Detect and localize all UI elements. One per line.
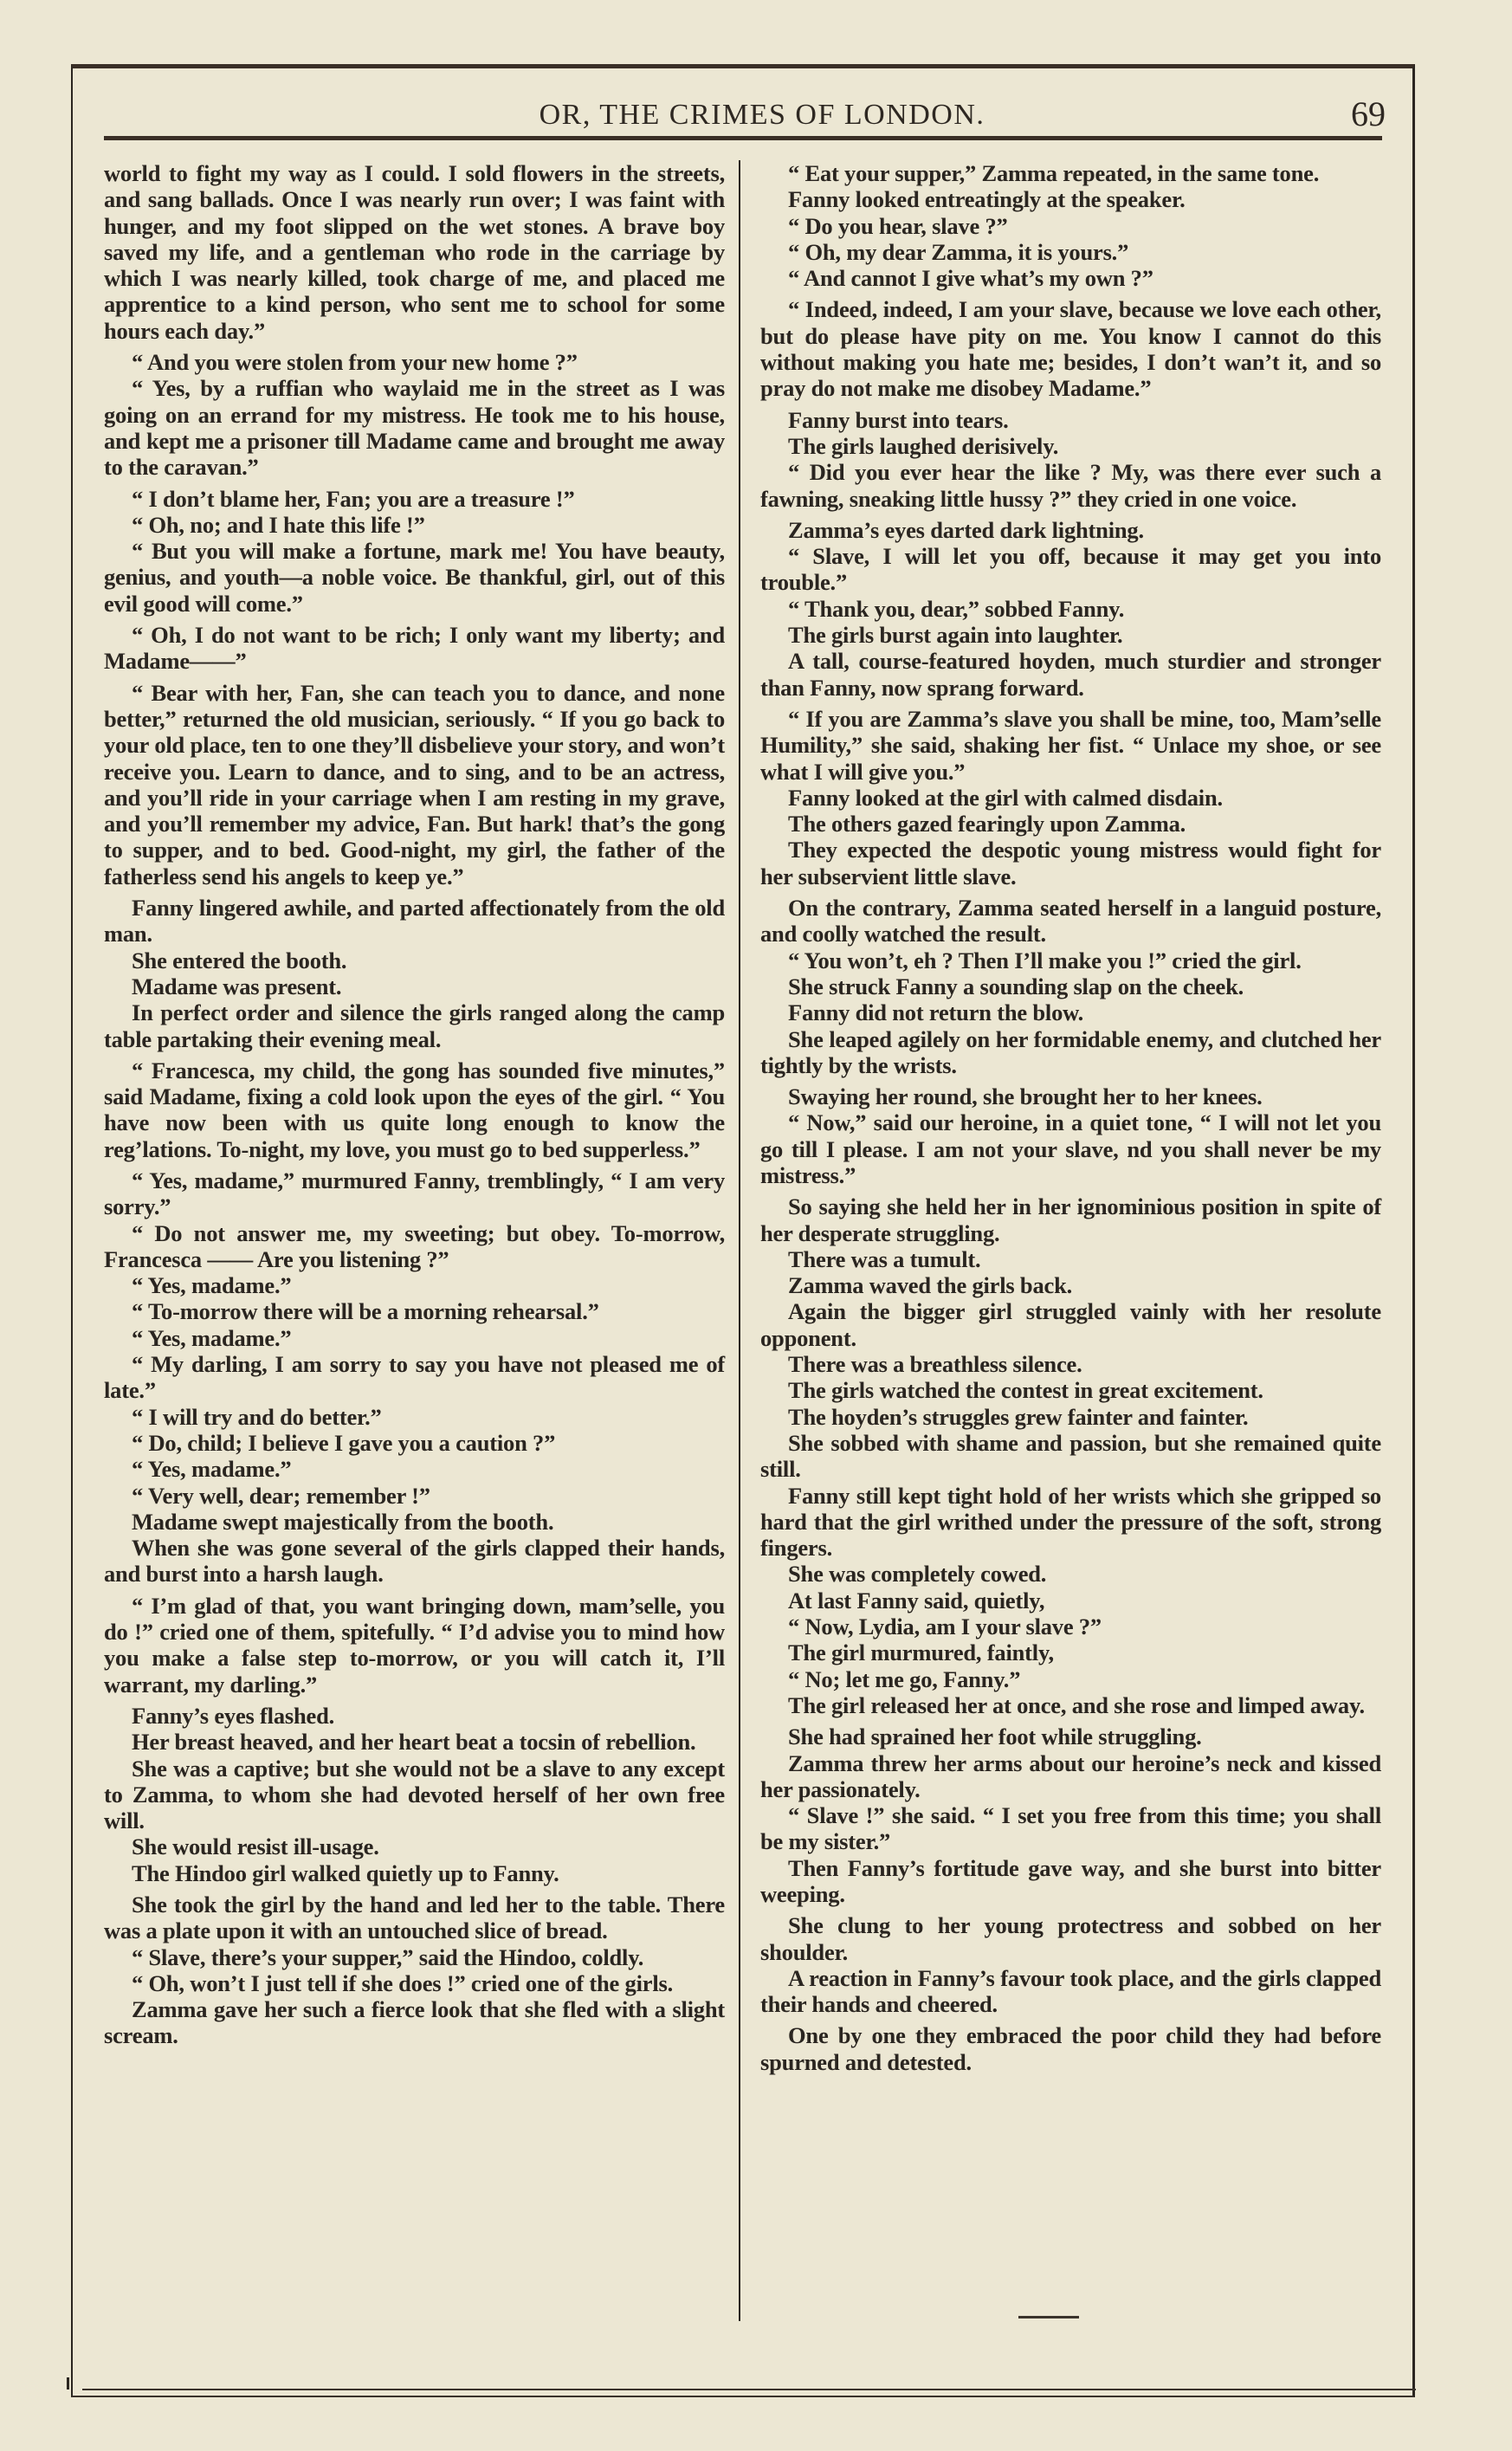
paragraph: Her breast heaved, and her heart beat a tocsin of rebellion. — [132, 1729, 696, 1756]
right-column — [760, 160, 1381, 2075]
paragraph: “ Do not answer me, my sweeting; but obey. To-morrow, Francesca —— Are you listening ?” — [104, 1219, 725, 1272]
paragraph: “ Oh, my dear Zamma, it is yours.” — [788, 238, 1129, 265]
paragraph: At last Fanny said, quietly, — [788, 1587, 1045, 1614]
paragraph: There was a breathless silence. — [788, 1351, 1082, 1378]
header-rule — [104, 136, 1382, 140]
paragraph: “ Do you hear, slave ?” — [788, 212, 1008, 239]
paragraph: A reaction in Fanny’s favour took place, and the girls clapped their hands and cheered. — [760, 1964, 1381, 2018]
paragraph: “ Slave, there’s your supper,” said the Hindoo, coldly. — [132, 1943, 644, 1970]
paragraph: Zamma waved the girls back. — [788, 1272, 1073, 1299]
paragraph: The girl murmured, faintly, — [788, 1639, 1054, 1666]
paragraph: “ Yes, madame,” murmured Fanny, tremblingly, “ I am very sorry.” — [104, 1167, 725, 1220]
paragraph: The girl released her at once, and she rose and limped away. — [788, 1691, 1365, 1718]
paragraph: Again the bigger girl struggled vainly with her resolute opponent. — [760, 1298, 1381, 1351]
paragraph: “ Now, Lydia, am I your slave ?” — [788, 1614, 1102, 1640]
paragraph: Then Fanny’s fortitude gave way, and she burst into bitter weeping. — [760, 1854, 1381, 1907]
paragraph: They expected the despotic young mistress would fight for her subservient little slave. — [760, 837, 1381, 889]
margin-mark — [67, 2377, 69, 2390]
paragraph: Fanny lingered awhile, and parted affectionately from the old man. — [104, 895, 725, 947]
paragraph: “ Oh, no; and I hate this life !” — [132, 511, 425, 538]
paragraph: “ To-morrow there will be a morning rehearsal.” — [132, 1298, 599, 1325]
paragraph: “ And cannot I give what’s my own ?” — [788, 265, 1153, 292]
paragraph: She leaped agilely on her formidable enemy, and clutched her tightly by the wrists. — [760, 1025, 1381, 1078]
paragraph: She entered the booth. — [132, 947, 347, 973]
paragraph: “ Now,” said our heroine, in a quiet tone, “ I will not let you go till I please. I am not your slave, nd you shall never be my mistress.” — [760, 1109, 1381, 1188]
paragraph: “ Very well, dear; remember !” — [132, 1482, 430, 1509]
paragraph: She was completely cowed. — [788, 1561, 1047, 1588]
paragraph: Fanny looked at the girl with calmed disdain. — [788, 784, 1223, 811]
paragraph: She would resist ill-usage. — [132, 1833, 379, 1860]
paragraph: “ Indeed, indeed, I am your slave, because we love each other, but do please have pity on me. You know I cannot do this without making you hate me; besides, I don’t wan’t it, and so pray do not make me disobey Madame.” — [760, 296, 1381, 402]
paragraph: Fanny still kept tight hold of her wrists which she gripped so hard that the girl writhed under the pressure of the soft, strong fingers. — [760, 1482, 1381, 1562]
paragraph: “ But you will make a fortune, mark me! You have beauty, genius, and youth—a noble voice. Be thankful, girl, out of this evil good will come.” — [104, 538, 725, 617]
paragraph: The girls watched the contest in great excitement. — [788, 1377, 1263, 1404]
paragraph: She clung to her young protectress and sobbed on her shoulder. — [760, 1912, 1381, 1965]
paragraph: “ Francesca, my child, the gong has sounded five minutes,” said Madame, fixing a cold look upon the eyes of the girl. “ You have now been with us quite long enough to know the reg’lations. To-night, my love, you must go to bed supperless.” — [104, 1057, 725, 1162]
paragraph: “ I will try and do better.” — [132, 1403, 382, 1430]
paragraph: Fanny’s eyes flashed. — [132, 1702, 335, 1729]
paragraph: “ Thank you, dear,” sobbed Fanny. — [788, 595, 1125, 622]
paragraph: She struck Fanny a sounding slap on the cheek. — [788, 973, 1244, 999]
paragraph: In perfect order and silence the girls ranged along the camp table partaking their evening meal. — [104, 999, 725, 1052]
paragraph: Fanny looked entreatingly at the speaker. — [788, 186, 1186, 213]
paragraph: “ Eat your supper,” Zamma repeated, in the same tone. — [788, 160, 1320, 186]
paragraph: “ Bear with her, Fan, she can teach you to dance, and none better,” returned the old musician, seriously. “ If you go back to your old place, ten to one they’ll disbelieve your story, and won’t receive you. Learn to dance, and to sing, and to be an actress, and you’ll ride in your carriage when I am resting in my grave, and you’ll remember my advice, Fan. But hark! that’s the gong to supper, and to bed. Good-night, my girl, the father of the fatherless send his angels to keep ye.” — [104, 679, 725, 889]
paragraph: “ Slave, I will let you off, because it may get you into trouble.” — [760, 543, 1381, 596]
paragraph: A tall, course-featured hoyden, much sturdier and stronger than Fanny, now sprang forward. — [760, 648, 1381, 701]
paragraph: She took the girl by the hand and led her to the table. There was a plate upon it with an untouched slice of bread. — [104, 1892, 725, 1944]
paragraph: “ I don’t blame her, Fan; you are a treasure !” — [132, 485, 575, 512]
paragraph: “ Did you ever hear the like ? My, was there ever such a fawning, sneaking little hussy ?” they cried in one voice. — [760, 459, 1381, 512]
column-divider — [739, 160, 740, 2321]
paragraph: “ If you are Zamma’s slave you shall be mine, too, Mam’selle Humility,” she said, shaking her fist. “ Unlace my shoe, or see what I will give you.” — [760, 705, 1381, 785]
paragraph: “ My darling, I am sorry to say you have not pleased me of late.” — [104, 1351, 725, 1404]
paragraph: She sobbed with shame and passion, but she remained quite still. — [760, 1429, 1381, 1483]
paragraph: “ Yes, by a ruffian who waylaid me in the street as I was going on an errand for my mistress. He took me to his house, and kept me a prisoner till Madame came and brought me away to the caravan.” — [104, 375, 725, 481]
paragraph: On the contrary, Zamma seated herself in a languid posture, and coolly watched the result. — [760, 895, 1381, 947]
paragraph: She had sprained her foot while struggling. — [788, 1723, 1202, 1750]
paragraph: “ Do, child; I believe I gave you a caution ?” — [132, 1429, 556, 1456]
paragraph: Zamma gave her such a fierce look that she fled with a slight scream. — [104, 1996, 725, 2049]
section-end-rule — [1018, 2316, 1079, 2318]
paragraph: Zamma’s eyes darted dark lightning. — [788, 516, 1144, 543]
running-title: OR, THE CRIMES OF LONDON. — [539, 99, 985, 131]
paragraph: “ No; let me go, Fanny.” — [788, 1665, 1021, 1692]
paragraph: “ You won’t, eh ? Then I’ll make you !” cried the girl. — [788, 947, 1302, 973]
paragraph: One by one they embraced the poor child they had before spurned and detested. — [760, 2022, 1381, 2075]
paragraph: Madame swept majestically from the booth. — [132, 1508, 554, 1535]
paragraph: The girls burst again into laughter. — [788, 622, 1123, 649]
paragraph: “ Oh, I do not want to be rich; I only want my liberty; and Madame——” — [104, 622, 725, 675]
paragraph: Madame was present. — [132, 973, 342, 999]
paragraph: “ Yes, madame.” — [132, 1456, 292, 1483]
paragraph: The others gazed fearingly upon Zamma. — [788, 811, 1186, 837]
paragraph: The girls laughed derisively. — [788, 432, 1059, 459]
paragraph: “ Yes, madame.” — [132, 1272, 292, 1299]
running-head — [104, 94, 1386, 132]
paragraph: “ I’m glad of that, you want bringing down, mam’selle, you do !” cried one of them, spitefully. “ I’d advise you to mind how you make a false step to-morrow, or you will catch it, I’ll warrant, my darling.” — [104, 1592, 725, 1698]
paragraph: world to fight my way as I could. I sold flowers in the streets, and sang ballads. Once I was nearly run over; I was faint with hunger, and my foot slipped on the wet stones. A brave boy saved my life, and a gentleman who rode in the carriage by which I was nearly killed, took charge of me, and placed me apprentice to a kind person, who sent me to school for some hours each day.” — [104, 160, 725, 344]
paragraph: Zamma threw her arms about our heroine’s neck and kissed her passionately. — [760, 1749, 1381, 1802]
paragraph: The Hindoo girl walked quietly up to Fanny. — [132, 1859, 559, 1886]
paragraph: When she was gone several of the girls clapped their hands, and burst into a harsh laugh. — [104, 1535, 725, 1588]
paragraph: There was a tumult. — [788, 1245, 981, 1272]
paragraph: She was a captive; but she would not be a slave to any except to Zamma, to whom she had devoted herself of her own free will. — [104, 1755, 725, 1834]
paragraph: Swaying her round, she brought her to her knees. — [788, 1083, 1263, 1110]
paragraph: “ Oh, won’t I just tell if she does !” cried one of the girls. — [132, 1969, 674, 1996]
paragraph: “ Yes, madame.” — [132, 1324, 292, 1351]
paragraph: “ And you were stolen from your new home ?” — [132, 349, 578, 376]
paragraph: “ Slave !” she said. “ I set you free from this time; you shall be my sister.” — [760, 1802, 1381, 1855]
paragraph: Fanny did not return the blow. — [788, 999, 1084, 1026]
page-number: 69 — [1351, 94, 1386, 133]
paragraph: So saying she held her in her ignominious position in spite of her desperate struggling. — [760, 1193, 1381, 1246]
bottom-rule — [82, 2389, 1416, 2390]
paragraph: Fanny burst into tears. — [788, 406, 1009, 433]
left-column — [104, 160, 725, 2049]
paragraph: The hoyden’s struggles grew fainter and fainter. — [788, 1403, 1249, 1430]
